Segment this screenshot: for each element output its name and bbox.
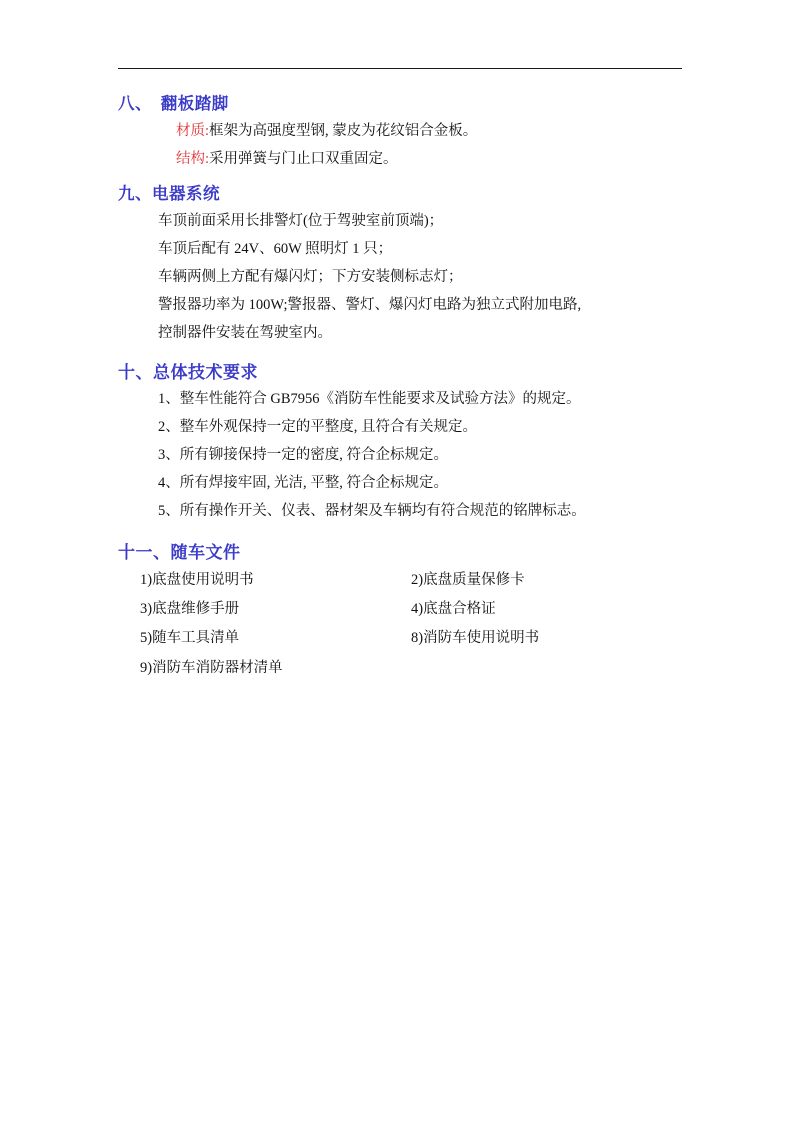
doc-item: 5)随车工具清单 <box>140 630 240 647</box>
section-9-heading: 九、电器系统 <box>118 183 220 203</box>
doc-row <box>140 570 682 590</box>
section-8-line-1-text: 框架为高强度型钢, 蒙皮为花纹铝合金板。 <box>209 122 478 139</box>
doc-item: 3)底盘维修手册 <box>140 600 240 617</box>
doc-item: 9)消防车消防器材清单 <box>140 659 283 676</box>
section-9-line-3: 车辆两侧上方配有爆闪灯；下方安装侧标志灯； <box>158 268 463 285</box>
section-9-line-4: 警报器功率为 100W;警报器、警灯、爆闪灯电路为独立式附加电路, <box>158 296 582 313</box>
section-10-item-4: 4、所有焊接牢固, 光洁, 平整, 符合企标规定。 <box>158 475 448 492</box>
section-9-line-5: 控制器件安装在驾驶室内。 <box>158 324 332 341</box>
section-10-item-3: 3、所有铆接保持一定的密度, 符合企标规定。 <box>158 447 448 464</box>
doc-row <box>140 628 682 648</box>
doc-item: 8)消防车使用说明书 <box>411 630 540 647</box>
doc-item: 4)底盘合格证 <box>411 600 496 617</box>
doc-item: 2)底盘质量保修卡 <box>411 571 525 588</box>
section-10-heading: 十、总体技术要求 <box>118 362 258 382</box>
section-10-item-2: 2、整车外观保持一定的平整度, 且符合有关规定。 <box>158 419 477 436</box>
section-9-line-1: 车顶前面采用长排警灯(位于驾驶室前顶端)； <box>158 212 444 229</box>
section-8-line-1-label: 材质: <box>176 122 210 139</box>
section-8-line-2-text: 采用弹簧与门止口双重固定。 <box>209 150 398 167</box>
section-9-line-2: 车顶后配有 24V、60W 照明灯 1 只； <box>158 240 393 257</box>
section-10-item-1: 1、整车性能符合 GB7956《消防车性能要求及试验方法》的规定。 <box>158 391 581 408</box>
section-8-line-1 <box>118 121 682 142</box>
section-9 <box>118 182 682 344</box>
doc-row <box>140 658 682 678</box>
section-11-heading: 十一、随车文件 <box>118 543 241 563</box>
header-rule <box>118 68 682 69</box>
section-10 <box>118 360 682 523</box>
section-10-item-5: 5、所有操作开关、仪表、器材架及车辆均有符合规范的铭牌标志。 <box>158 503 586 520</box>
section-8-line-2-label: 结构: <box>176 150 210 167</box>
document-body <box>118 92 682 688</box>
section-11 <box>118 540 682 678</box>
section-8 <box>118 92 682 170</box>
doc-item: 1)底盘使用说明书 <box>140 571 254 588</box>
section-8-line-2 <box>118 149 682 170</box>
attached-documents-list <box>118 570 682 678</box>
doc-row <box>140 599 682 619</box>
section-8-heading: 八、 翻板踏脚 <box>118 94 229 113</box>
